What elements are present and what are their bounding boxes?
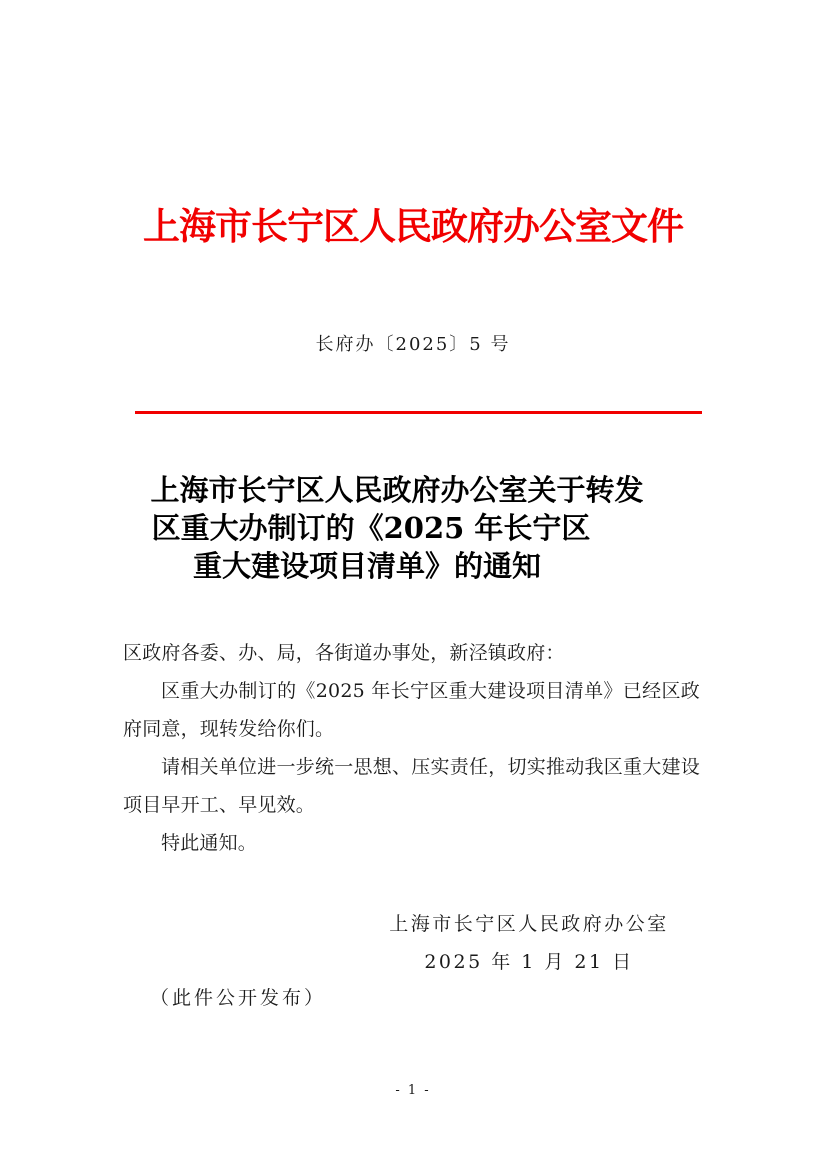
- body-paragraph-1: 区重大办制订的《2025 年长宁区重大建设项目清单》已经区政府同意，现转发给你们。: [123, 680, 700, 740]
- signing-agency: 上海市长宁区人民政府办公室: [389, 913, 669, 935]
- signing-date: 2025 年 1 月 21 日: [424, 951, 634, 973]
- document-title: [0, 471, 826, 585]
- document-title-line1: 上海市长宁区人民政府办公室关于转发: [150, 473, 644, 507]
- document-title-line2: 区重大办制订的《2025 年长宁区: [151, 511, 591, 545]
- document-number: 长府办〔2025〕5 号: [315, 334, 511, 355]
- red-divider-line: [135, 411, 702, 414]
- body-paragraph-3: 特此通知。: [161, 832, 258, 854]
- document-body: [123, 634, 700, 862]
- body-paragraph-2: 请相关单位进一步统一思想、压实责任，切实推动我区重大建设项目早开工、早见效。: [123, 756, 700, 816]
- salutation: 区政府各委、办、局，各街道办事处，新泾镇政府：: [123, 642, 565, 664]
- document-title-line3: 重大建设项目清单》的通知: [192, 549, 541, 583]
- signature-block: [388, 905, 670, 981]
- issuing-agency-masthead: 上海市长宁区人民政府办公室文件: [143, 204, 683, 248]
- public-release-note: （此件公开发布）: [150, 987, 327, 1009]
- page-number: - 1 -: [395, 1083, 431, 1098]
